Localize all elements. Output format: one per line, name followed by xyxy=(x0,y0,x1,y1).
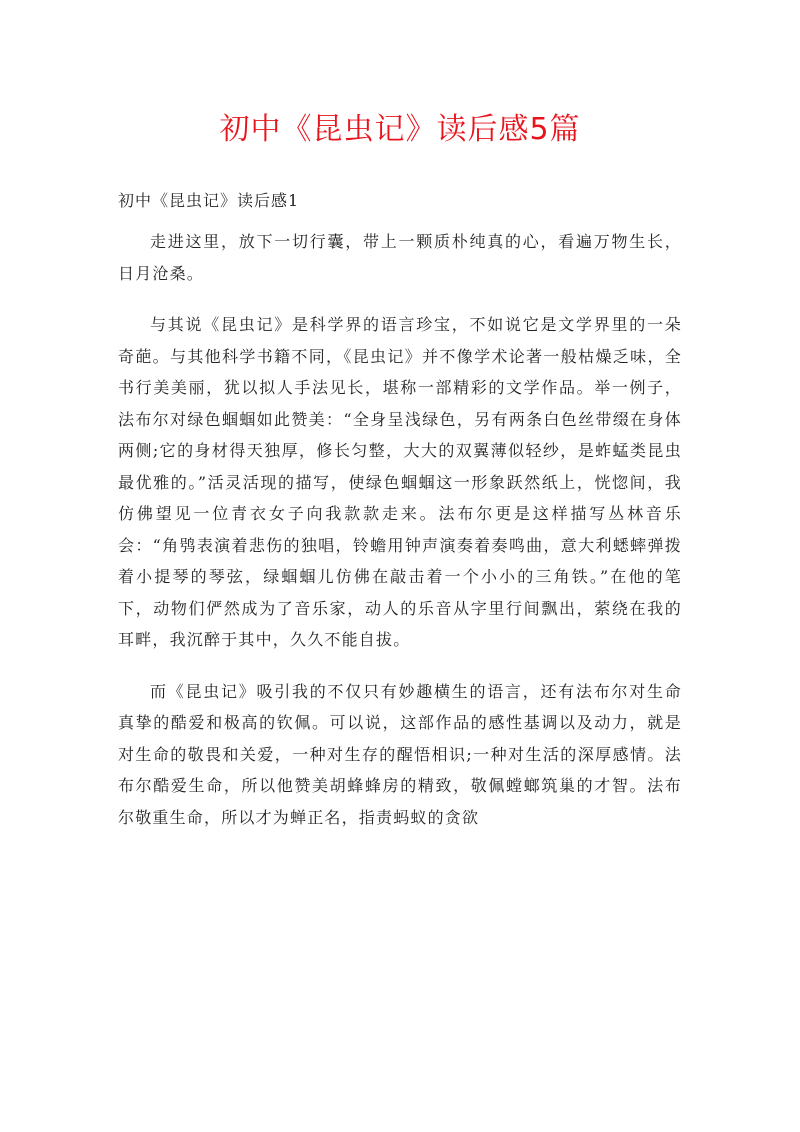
document-body xyxy=(118,226,682,853)
paragraph-2: 与其说《昆虫记》是科学界的语言珍宝，不如说它是文学界里的一朵奇葩。与其他科学书籍不同，《昆虫记》并不像学术论著一般枯燥乏味，全书行美美丽，犹以拟人手法见长，堪称一部精彩的文学作品。举一例子，法布尔对绿色蝈蝈如此赞美：“全身呈浅绿色，另有两条白色丝带缀在身体两侧;它的身材得天独厚，修长匀整，大大的双翼薄似轻纱，是蚱蜢类昆虫最优雅的。”活灵活现的描写，使绿色蝈蝈这一形象跃然纸上，恍惚间，我仿佛望见一位青衣女子向我款款走来。法布尔更是这样描写丛林音乐会：“角鸮表演着悲伤的独唱，铃蟾用钟声演奏着奏鸣曲，意大利蟋蟀弹拨着小提琴的琴弦，绿蝈蝈儿仿佛在敲击着一个小小的三角铁。”在他的笔下，动物们俨然成为了音乐家，动人的乐音从字里行间飘出，萦绕在我的耳畔，我沉醉于其中，久久不能自拔。 xyxy=(118,315,682,649)
section-heading: 初中《昆虫记》读后感1 xyxy=(118,191,300,210)
document-title: 初中《昆虫记》读后感5篇 xyxy=(219,112,581,147)
paragraph-3: 而《昆虫记》吸引我的不仅只有妙趣横生的语言，还有法布尔对生命真挚的酷爱和极高的钦佩。可以说，这部作品的感性基调以及动力，就是对生命的敬畏和关爱，一种对生存的醒悟相识;一种对生活的深厚感情。法布尔酷爱生命，所以他赞美胡蜂蜂房的精致，敬佩螳螂筑巢的才智。法布尔敬重生命，所以才为蝉正名，指责蚂蚁的贪欲 xyxy=(118,681,682,827)
paragraph-1: 走进这里，放下一切行囊，带上一颗质朴纯真的心，看遍万物生长，日月沧桑。 xyxy=(118,232,682,283)
